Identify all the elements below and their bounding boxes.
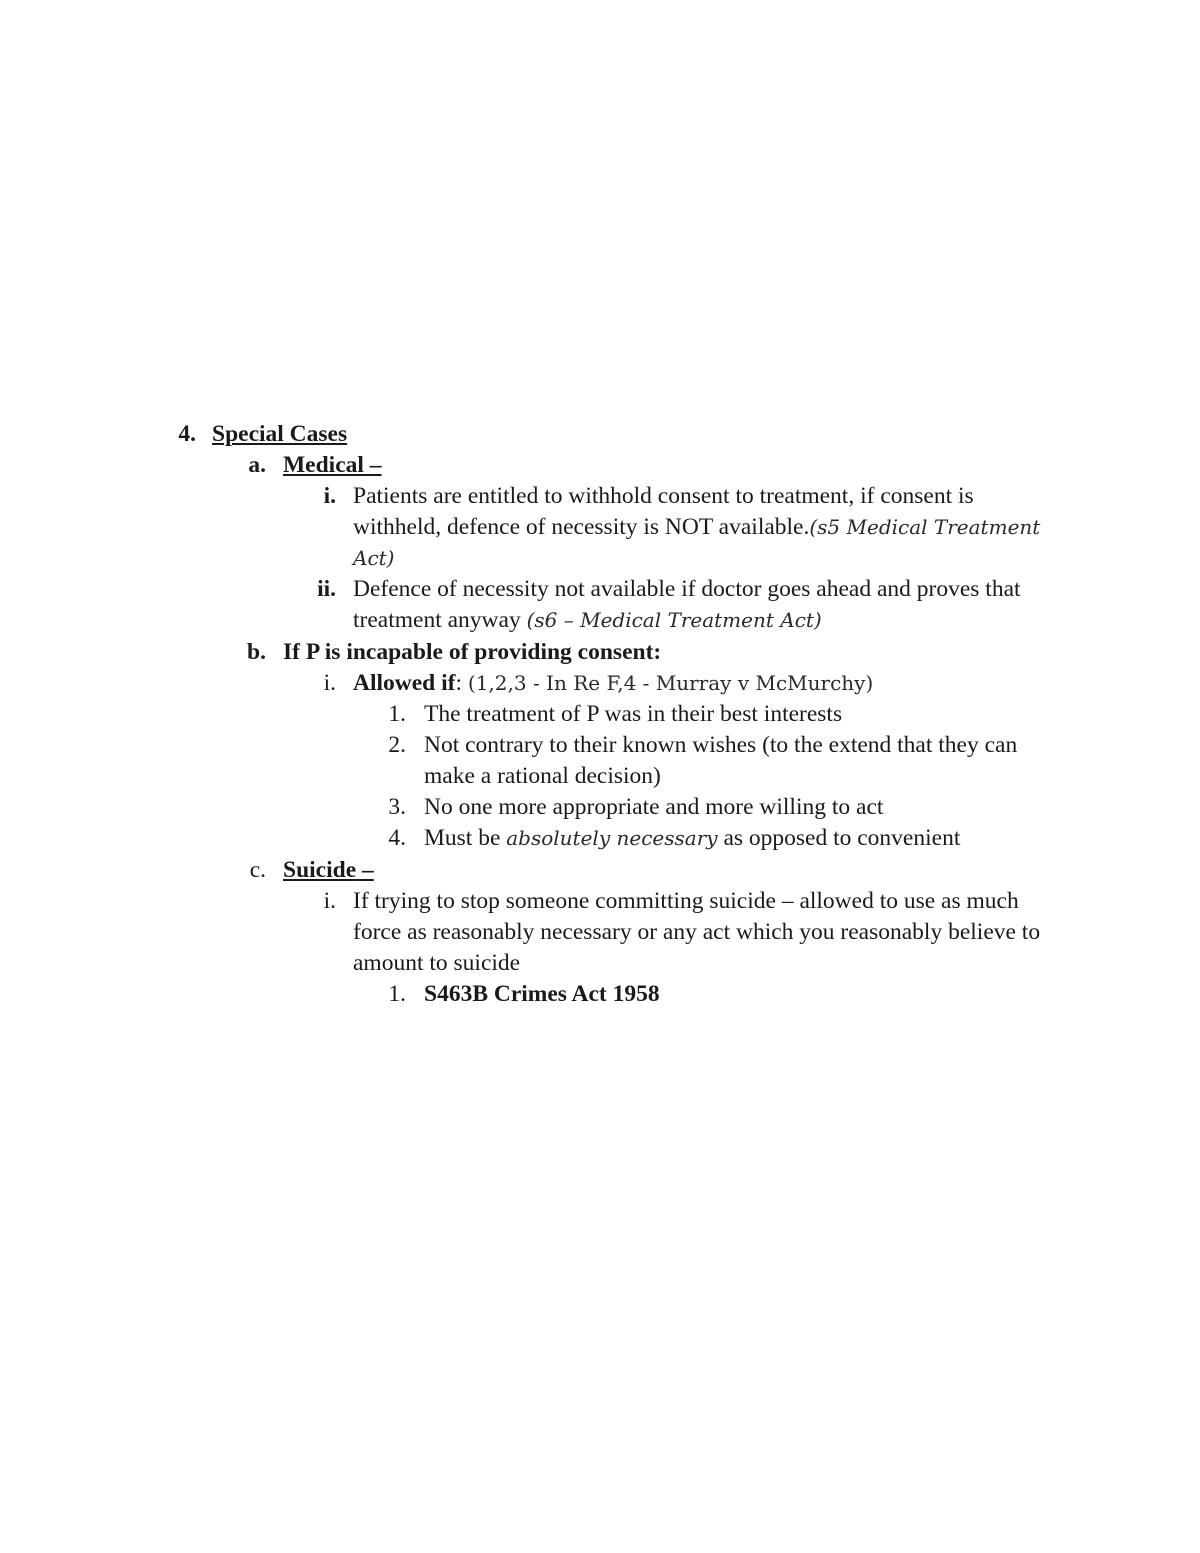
condition-marker-3: 3. — [388, 794, 406, 820]
suicide-i-line2: force as reasonably necessary or any act which you reasonably believe to — [353, 919, 1041, 945]
incapable-i-line — [353, 668, 873, 699]
incapable-title: If P is incapable of providing consent: — [283, 639, 662, 665]
suicide-i-line3: amount to suicide — [353, 950, 521, 976]
allowed-if-label: Allowed if — [353, 670, 456, 696]
suicide-heading — [283, 855, 374, 886]
medical-i-text2: withheld, defence of necessity is NOT available. — [353, 514, 810, 540]
list-marker-c: c. — [249, 857, 266, 883]
suicide-title: Suicide — [283, 857, 357, 883]
medical-i-citation-cont: Act) — [353, 546, 395, 570]
suicide-sub-marker: 1. — [388, 981, 406, 1007]
medical-i-citation: (s5 Medical Treatment — [809, 515, 1041, 539]
section-title: Special Cases — [212, 421, 348, 447]
medical-ii-line2 — [353, 605, 822, 636]
medical-title: Medical — [283, 452, 364, 478]
list-marker-c-i: i. — [323, 888, 336, 914]
condition-4-post: as opposed to convenient — [717, 825, 961, 851]
condition-3-text: No one more appropriate and more willing to act — [424, 794, 884, 820]
medical-i-line2 — [353, 512, 1040, 543]
list-marker-a-i: i. — [323, 483, 336, 509]
list-marker-a: a. — [248, 452, 266, 478]
condition-4-text — [424, 823, 960, 854]
list-marker-a-ii: ii. — [317, 576, 336, 602]
list-marker-b-i: i. — [323, 670, 336, 696]
section-number: 4. — [178, 421, 196, 447]
medical-ii-text2: treatment anyway — [353, 607, 527, 633]
condition-marker-4: 4. — [388, 825, 406, 851]
medical-dash: – — [363, 452, 382, 478]
allowed-if-colon: : — [455, 670, 468, 696]
list-marker-b: b. — [247, 639, 266, 665]
condition-marker-2: 2. — [388, 732, 406, 758]
condition-2-text-cont: make a rational decision) — [424, 763, 661, 789]
condition-2-text: Not contrary to their known wishes (to the extend that they can — [424, 732, 1018, 758]
medical-ii-line1: Defence of necessity not available if doctor goes ahead and proves that — [353, 576, 1021, 602]
crimes-act-reference: S463B Crimes Act 1958 — [424, 981, 660, 1007]
condition-4-emphasis: absolutely necessary — [506, 826, 718, 850]
medical-i-line1: Patients are entitled to withhold consent to treatment, if consent is — [353, 483, 974, 509]
medical-ii-citation: (s6 – Medical Treatment Act) — [526, 608, 822, 632]
suicide-i-line1: If trying to stop someone committing suicide – allowed to use as much — [353, 888, 1019, 914]
condition-4-pre: Must be — [424, 825, 507, 851]
medical-heading — [283, 450, 382, 481]
suicide-dash: – — [356, 857, 374, 883]
allowed-if-citation: (1,2,3 - In Re F,4 - Murray v McMurchy) — [467, 671, 874, 695]
condition-1-text: The treatment of P was in their best interests — [424, 701, 843, 727]
condition-marker-1: 1. — [388, 701, 406, 727]
